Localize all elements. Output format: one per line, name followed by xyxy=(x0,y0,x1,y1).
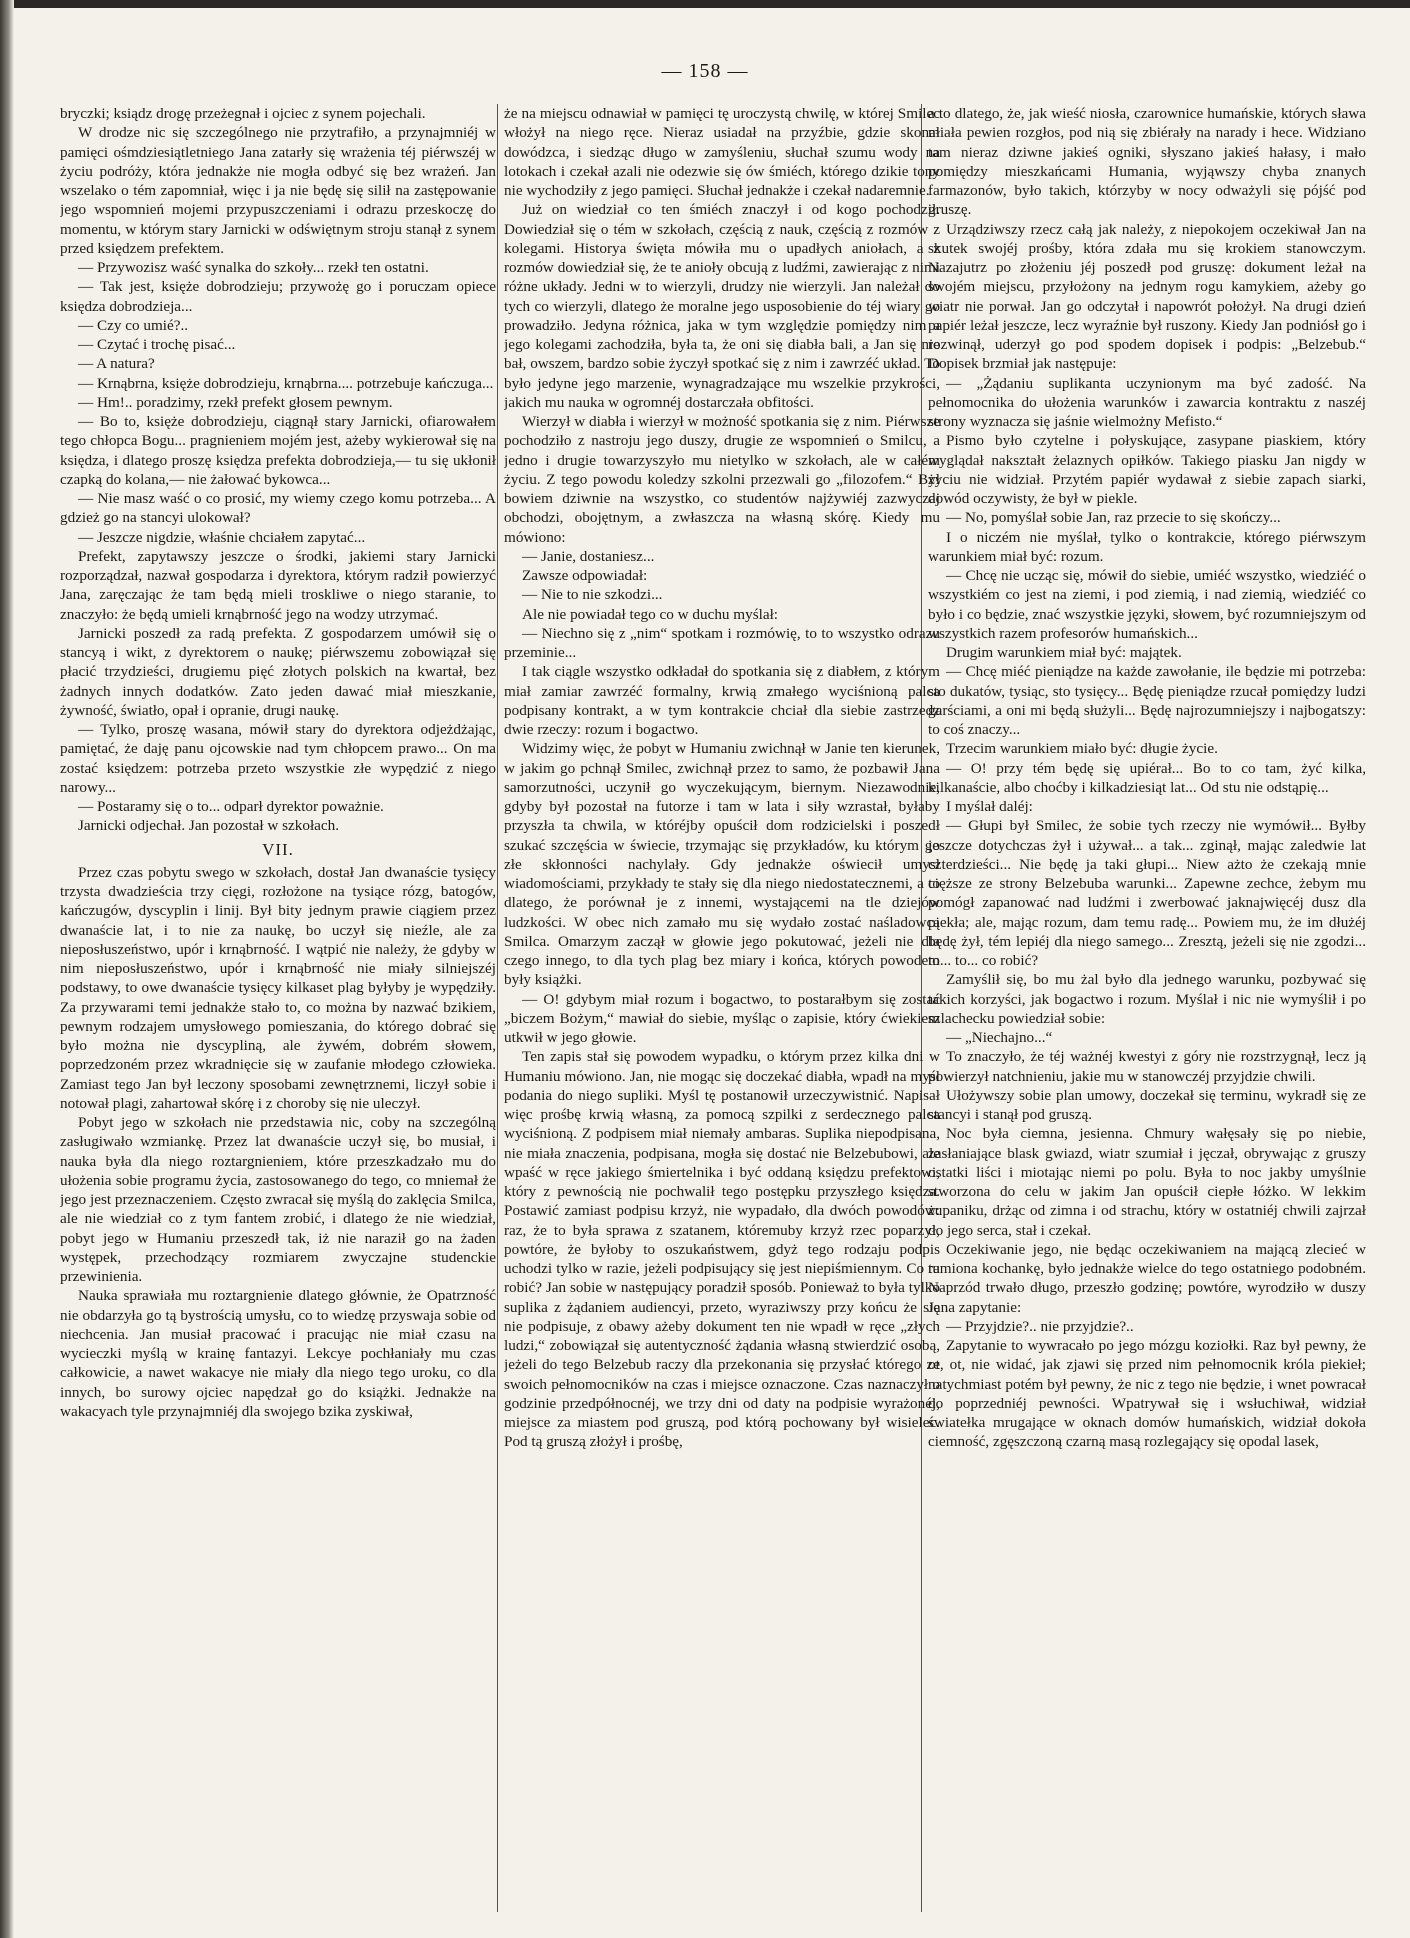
paragraph: I tak ciągle wszystko odkładał do spotkania się z diabłem, z którym miał zamiar zawrzéć formalny, krwią zmałego wyciśnioną palca podpisany kontrakt, a w tym kontrakcie chciał dla siebie zastrzedz dwie rzeczy: rozum i bogactwo. xyxy=(504,663,940,738)
paragraph: — Chcę miéć pieniądze na każde zawołanie, ile będzie mi potrzeba: sto dukatów, tysiąc, sto tysięcy... Będę pieniądze rzucał pomiędzy ludzi garściami, a oni mi będą służyli... Będę najrozumniejszy i najbogatszy: to coś znaczy... xyxy=(928,663,1366,738)
paragraph: — Niechno się z „nim“ spotkam i rozmówię, to to wszystko odrazu przeminie... xyxy=(504,624,940,661)
paragraph: że na miejscu odnawiał w pamięci tę uroczystą chwilę, w której Smilec włożył na niego ręce. Nieraz usiadał na przyźbie, gdzie skonał dowódzca, i siedząc długo w zamyśleniu, słuchał szumu wody na lotokach i czekał azali nie odezwie się ów śmiéch, którego dzikie tony nie wychodziły z jego pamięci. Słuchał jednakże i czekał nadaremnie. xyxy=(504,105,940,199)
paragraph: Przez czas pobytu swego w szkołach, dostał Jan dwanaście tysięcy trzysta dwadzieścia trzy cięgi, rozłożone na tysiące rózg, batogów, kańczugów, dyscyplin i linij. Był bity jednym prawie ciągiem przez dwanaście lat, i to nie za naukę, bo uczył się nieźle, ale za nieposłuszeństwo, upór i krnąbrność. I wątpić nie należy, że gdyby w nim nieposłuszeństwo, upór i krnąbrność nie miały silniejszéj podstawy, to owe dwanaście tysięcy kilkaset plag byłyby je wypędziły. Za przywarami temi jednakże stało to, co można by nazwać bzikiem, pewnym rodzajem umysłowego pomieszania, do którego dobrać się było można nie dyscypliną, ale żywém, dobrém słowem, poprzedzoném przez wkradnięcie się w zaufanie młodego człowieka. Zamiast tego Jan był leczony sposobami zewnętrznemi, liczył sobie i notował plagi, zahartował skórę i z choroby się nie uleczył. xyxy=(60,863,496,1112)
paragraph: Jarnicki poszedł za radą prefekta. Z gospodarzem umówił się o stancyą i wikt, z dyrektorem o naukę; piérwszemu zobowiązał się płacić trzydzieści, drugiemu pięć złotych polskich na kwartał, bez żadnych innych dodatków. Zato jeden dawać miał mieszkanie, żywność, światło, opał i opranie, drugi naukę. xyxy=(60,624,496,719)
paragraph: Jarnicki odjechał. Jan pozostał w szkołach. xyxy=(78,817,340,835)
paragraph: Trzecim warunkiem miało być: długie życie. xyxy=(946,740,1218,758)
paragraph: Urządziwszy rzecz całą jak należy, z niepokojem oczekiwał Jan na skutek swojéj prośby, która zdała mu się krokiem stanowczym. Nazajutrz po złożeniu jéj poszedł pod gruszę: dokument leżał na swojém miejscu, przyłożony na jednym rogu kamykiem, ażeby go wiatr nie porwał. Jan go odczytał i napowrót położył. Na drugi dzień papiér leżał jeszcze, lecz wyraźnie był ruszony. Kiedy Jan podniósł go i rozwinął, uderzył go pod spodem dopisek i podpis: „Belzebub.“ Dopisek brzmiał jak następuje: xyxy=(928,220,1366,373)
paragraph: Widzimy więc, że pobyt w Humaniu zwichnął w Janie ten kierunek, w jakim go pchnął Smilec, zwichnął przez to samo, że pozbawił Jana samorzutności, uczynił go wyczekującym, biernym. Niezawodnie, gdyby był pozostał na futorze i tam w lata i siły wzrastał, byłaby przyszła ta chwila, w któréjby opuścił dom rodzicielski i poszedł szukać szczęścia w świecie, trzymając się przykładów, ku którym go złe skłonności nachylały. Gdy jednakże oświecił umysł wiadomościami, przykłady te stały się dla niego niedostatecznemi, a to dlatego, że porównał je z innemi, wystającemi na tle dziejów ludzkości. W obec nich zamało mu się wydało zostać naśladowcą Smilca. Omarzym zaczął w głowie jego pokutować, jeżeli nie dla czego innego, to dla tych plag bez miary i końca, których powodem były książki. xyxy=(504,740,940,989)
paragraph: — O! gdybym miał rozum i bogactwo, to postarałbym się zostać „biczem Bożym,“ mawiał do siebie, myśląc o zapisie, który ćwiekiem utkwił w jego głowie. xyxy=(504,990,940,1046)
paragraph: — A natura? xyxy=(78,355,155,373)
paragraph: — O! przy tém będę się upiérał... Bo to co tam, żyć kilka, kilkanaście, albo choćby i kilkadziesiąt lat... Od stu nie odstąpię... xyxy=(928,759,1366,796)
paragraph: Nauka sprawiała mu roztargnienie dlatego głównie, że Opatrzność nie obdarzyła go tą bystrością umysłu, co to wiedzę przyswaja sobie od niechcenia. Jan musiał pracować i pracując nie miał czasu na wycieczki myślą w krainę fantazyi. Lekcye pochłaniały mu czas całkowicie, a nawet wakacye nie miały dla niego tego uroku, co dla innych, bo surowy ojciec napędzał go do książki. Jednakże na wakacyach tyle przynajmniéj dla swojego bzika zyskiwał, xyxy=(60,1287,496,1420)
paragraph: Zapytanie to wywracało po jego mózgu koziołki. Raz był pewny, że ot, ot, nie widać, jak zjawi się przed nim pełnomocnik króla piekieł; natychmiast potém był pewny, że nic z tego nie będzie, i wnet powracał do poprzedniéj pewności. Wpatrywał się i wsłuchiwał, widział światełka mrugające w oknach domów humańskich, widział dokoła ciemność, zgęszczoną czarną masą rozlegający się opodal lasek, xyxy=(928,1337,1366,1451)
text-column-1 xyxy=(60,104,496,1912)
paragraph: — Jeszcze nigdzie, właśnie chciałem zapytać... xyxy=(78,528,366,546)
paragraph: Drugim warunkiem miał być: majątek. xyxy=(946,644,1182,661)
paragraph: I myślał daléj: xyxy=(946,798,1033,815)
paragraph: Oczekiwanie jego, nie będąc oczekiwaniem na mającą zlecieć w ramiona kochankę, było jednakże wielce do tego ostatniego podobném. Naprzód trwało długo, przeszło godzinę; powtóre, wyrodziło w duszy Jana zapytanie: xyxy=(928,1240,1366,1316)
paragraph: To znaczyło, że téj ważnéj kwestyi z góry nie rozstrzygnął, lecz ją powierzył natchnieniu, jakie mu w stanowczéj przyjdzie chwili. xyxy=(928,1048,1366,1085)
scan-top-band xyxy=(0,0,1410,8)
paragraph: — Hm!.. poradzimy, rzekł prefekt głosem pewnym. xyxy=(78,393,393,411)
paragraph: a to dlatego, że, jak wieść niosła, czarownice humańskie, których sława miała pewien rozgłos, pod nią się zbiérały na narady i hece. Widziano tam nieraz dziwne jakieś ogniki, słyszano jakieś hałasy, i mało pomiędzy mieszkańcami Humania, wyjąwszy chyba znanych farmazonów, było takich, którzyby w nocy odważyli się pójść pod gruszę. xyxy=(928,105,1366,219)
paragraph: — Czytać i trochę pisać... xyxy=(78,336,236,353)
paragraph: Prefekt, zapytawszy jeszcze o środki, jakiemi stary Jarnicki rozporządzał, nazwał gospodarza i dyrektora, którym radził powierzyć Jana, zaręczając że tam będą mieli troskliwe o niego staranie, to znaczyło: że będą umieli krnąbrność jego na wodzy utrzymać. xyxy=(60,547,496,623)
paragraph: — Czy co umié?.. xyxy=(78,316,189,334)
text-column-3 xyxy=(928,104,1366,1912)
paragraph: Ułożywszy sobie plan umowy, doczekał się terminu, wykradł się ze stancyi i stanął pod gruszą. xyxy=(928,1086,1366,1123)
paragraph: — Janie, dostaniesz... xyxy=(522,547,655,565)
paragraph: — No, pomyślał sobie Jan, raz przecie to się skończy... xyxy=(946,509,1281,527)
paragraph: Pismo było czytelne i połyskujące, zasypane piaskiem, który wyglądał nakształt żelaznych opiłków. Takiego piasku Jan nigdy w życiu nie widział. Przytém papiér wydawał z siebie zapach siarki, dowód oczywisty, że był w piekle. xyxy=(928,432,1366,507)
paragraph: — Przywozisz waść synalka do szkoły... rzekł ten ostatni. xyxy=(78,259,429,276)
paragraph: W drodze nic się szczególnego nie przytrafiło, a przynajmniéj w pamięci ośmdziesiątletniego Jana zatarły się wrażenia téj piérwszéj w życiu podróży, która jednakże nie mogła odbyć się bez wrażeń. Jan wszelako o tém zapomniał, więc i ja nie będę się silił na zastępowanie jego wspomnień mojemi przypuszczeniami i odrazu przeskoczę do momentu, w którym stary Jarnicki w odświętnym stroju stanął z synem przed księdzem prefektem. xyxy=(60,124,496,257)
paragraph: Zamyślił się, bo mu żal było dla jednego warunku, pozbywać się takich korzyści, jak bogactwo i rozum. Myślał i nic nie wymyślił i po szlachecku powiedział sobie: xyxy=(928,971,1366,1027)
paragraph: Pobyt jego w szkołach nie przedstawia nic, coby na szczególną zasługiwało wzmiankę. Przez lat dwanaście uczył się, bo musiał, i nauka była dla niego roztargnieniem, które przeszkadzało mu do ułożenia sobie programu życia, zastosowanego do tego, co mniemał że jego jest przeznaczeniem. Często zwracał się myślą do zaklęcia Smilca, ale nie wiedział co z tym fantem zrobić, i dlatego że nie wiedział, pobyt jego w Humaniu przeszedł tak, iż nie naraził go na żaden występek, przechodzący rozmiarem zwyczajne studenckie przewinienia. xyxy=(60,1114,496,1285)
paragraph: — Nie to nie szkodzi... xyxy=(522,586,663,604)
chapter-heading: VII. xyxy=(262,839,294,859)
paragraph: — Postaramy się o to... odparł dyrektor poważnie. xyxy=(78,798,384,815)
paragraph: I o niczém nie myślał, tylko o kontrakcie, którego piérwszym warunkiem miał być: rozum. xyxy=(928,528,1366,565)
paragraph: — Głupi był Smilec, że sobie tych rzeczy nie wymówił... Byłby jeszcze dotychczas żył i używał... a tak... zginął, mając zaledwie lat czterdzieści... Nie będę ja taki głupi... Niew ażto że czekają mnie cięższe ze strony Belzebuba warunki... Zapewne zechce, żebym mu pomógł zapanować nad ludźmi i zwerbować jaknajwięcéj dusz dla piekła; ale, mając rozum, dam temu radę... Powiem mu, że im dłużéj będę żył, tém lepiéj dla niego samego... Zresztą, jeżeli się nie zgodzi... to... to... co robić? xyxy=(928,817,1366,969)
paragraph: Ale nie powiadał tego co w duchu myślał: xyxy=(522,605,779,623)
paragraph: Noc była ciemna, jesienna. Chmury wałęsały się po niebie, zasłaniające blask gwiazd, wiatr szumiał i jęczał, obrywając z gruszy ostatki liści i miotając niemi po polu. Była to noc jakby umyślnie stworzona do celu w jakim Jan opuścił ciepłe łóżko. W lekkim żupaniku, drżąc od zimna i od strachu, który w ostatniéj chwili zajrzał do jego serca, stał i czekał. xyxy=(928,1125,1366,1239)
paragraph: — Przyjdzie?.. nie przyjdzie?.. xyxy=(946,1317,1134,1335)
paragraph: — Tak jest, księże dobrodzieju; przywożę go i poruczam opiece księdza dobrodzieja... xyxy=(60,278,496,315)
paragraph: Zawsze odpowiadał: xyxy=(522,567,648,584)
paragraph: Ten zapis stał się powodem wypadku, o którym przez kilka dni w Humaniu mówiono. Jan, nie mogąc się doczekać diabła, wpadł na myśl podania do niego supliki. Myśl tę postanowił urzeczywistnić. Napisał więc prośbę krwią własną, za pomocą szpilki z serdecznego palca wyciśnioną. Z podpisem miał niemały ambaras. Suplika niepodpisana, nie miała znaczenia, podpisana, mogła się dostać nie Belzebubowi, ale wpaść w ręce jakiego śmiertelnika i być oddaną księdzu prefektowi, który z pewnością nie pochwalił tego postępku przyszłego księdza. Postawić zamiast podpisu krzyż, nie wypadało, dla dwóch powodów: raz, że to była sprawa z szatanem, któremuby krzyż rzec poparzył, powtóre, że byłoby to oszukaństwem, gdyż tego rodzaju podpis uchodzi tylko w razie, jeżeli podpisujący się jest niepiśmiennym. Co tu robić? Jan sobie w następujący poradził sposób. Ponieważ to była tylko suplika z żądaniem audiencyi, przeto, wyraziwszy przy końcu że się nie podpisuje, z obawy ażeby dokument ten nie wpadł w ręce „złych ludzi,“ zobowiązał się autentyczność żądania własną stwierdzić osobą, jeżeli do tego Belzebub raczy dla przekonania się przysłać którego ze swoich pełnomocników na czas i miejsce oznaczone. Czas naznaczył o godzinie przedpółnocnéj, we trzy dni od daty na podpisie wyrażonéj, miejsce za miastem pod gruszą, pod którą pochowany był wisielec. Pod tą gruszą złożył i prośbę, xyxy=(504,1048,940,1451)
page-number: — 158 — xyxy=(661,60,749,82)
paragraph: — Nie masz waść o co prosić, my wiemy czego komu potrzeba... A gdzież go na stancyi ulokował? xyxy=(60,490,496,527)
paragraph: — „Żądaniu suplikanta uczynionym ma być zadość. Na pełnomocnika do ułożenia warunków i zawarcia kontraktu z naszéj strony wyznacza się jaśnie wielmożny Mefisto.“ xyxy=(928,374,1366,430)
paragraph: — Tylko, proszę wasana, mówił stary do dyrektora odjeżdżając, pamiętać, że daję panu ojcowskie nad tym chłopcem prawo... On ma zostać księdzem: potrzeba przeto wszystkie złe wypędzić z niego narowy... xyxy=(60,721,496,796)
text-column-2 xyxy=(504,104,940,1912)
paragraph: — Bo to, księże dobrodzieju, ciągnął stary Jarnicki, ofiarowałem tego chłopca Bogu... pragnieniem mojém jest, ażeby wykierował się na księdza, i dlatego proszę księdza prefekta dobrodzieja,— tu się ukłonił czapką do kolana,— nie żałować bykowca... xyxy=(60,413,496,488)
scan-left-edge xyxy=(0,0,14,1938)
paragraph: Już on wiedział co ten śmiéch znaczył i od kogo pochodził. Dowiedział się o tém w szkołach, częścią z nauk, częścią z rozmów z kolegami. Historya święta mówiła mu o upadłych aniołach, a z rozmów dowiedział się, że te anioły obcują z ludźmi, zawierając z nimi różne układy. Jedni w to wierzyli, drudzy nie wierzyli. Jan należał do tych co wierzyli, dlatego że moralne jego usposobienie do téj wiary go prowadziło. Jedyna różnica, jaka w tym względzie pomiędzy nim a jego kolegami zachodziła, była ta, że oni się diabła bali, a Jan się nie bał, owszem, bardzo sobie życzył spotkać się z nim i zawrzéć układ. To było jedyne jego marzenie, wynagradzające mu wszelkie przykrości, jakich mu nauka w ogromnéj dostarczała obfitości. xyxy=(504,201,940,411)
paragraph: Wierzył w diabła i wierzył w możność spotkania się z nim. Piérwsze pochodziło z nastroju jego duszy, drugie ze wspomnień o Smilcu, a jedno i drugie towarzyszyło mu nietylko w szkołach, ale w całém życiu. Z tego powodu koledzy szkolni przezwali go „filozofem.“ Był bowiem dziwnie na wszystko, co studentów najżywiéj zazwyczaj obchodzi, obojętnym, a zwłaszcza na własną skórę. Kiedy mu mówiono: xyxy=(504,413,940,546)
paragraph: — Krnąbrna, księże dobrodzieju, krnąbrna.... potrzebuje kańczuga... xyxy=(78,374,494,392)
paragraph: bryczki; ksiądz drogę przeżegnał i ojciec z synem pojechali. xyxy=(60,105,426,122)
paragraph: — Chcę nie ucząc się, mówił do siebie, umiéć wszystko, wiedziéć o wszystkiém co jest na ziemi, i pod ziemią, i nad ziemią, wiedziéć co było i co będzie, znać wszystkie języki, słowem, być rozumniejszym od wszystkich razem profesorów humańskich... xyxy=(928,567,1366,642)
paragraph: — „Niechajno...“ xyxy=(946,1029,1053,1046)
column-rule-left xyxy=(497,104,498,1912)
